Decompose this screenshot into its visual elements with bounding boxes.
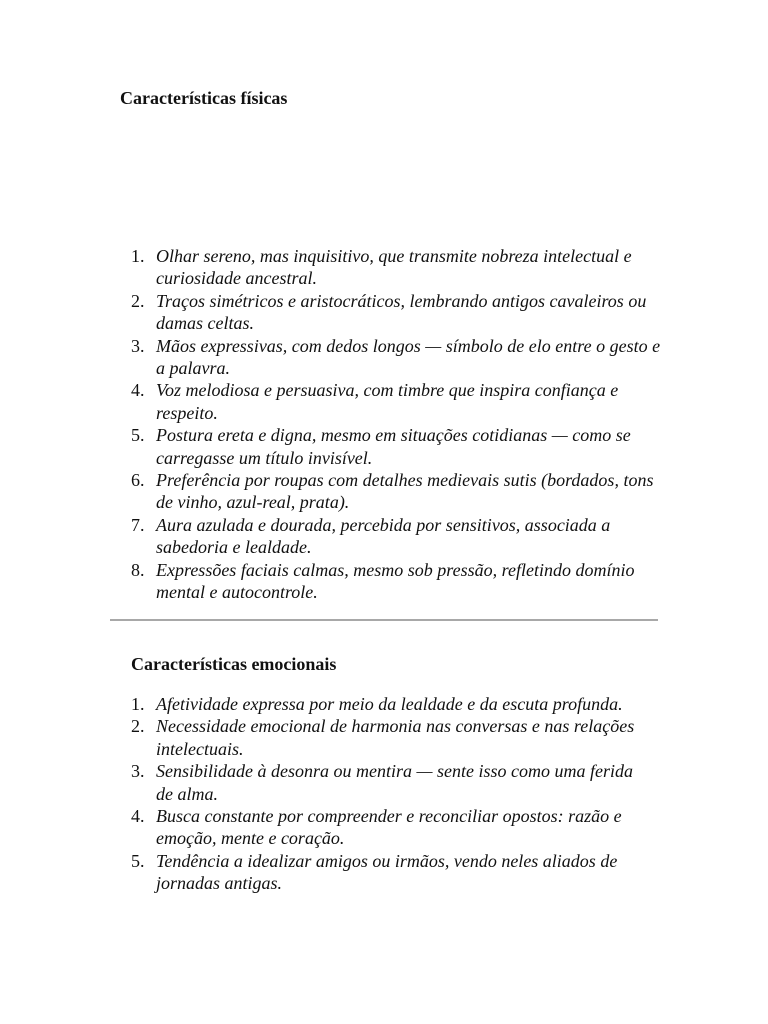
list-item <box>131 514 671 559</box>
item-number: 3. <box>131 335 145 356</box>
item-number: 7. <box>131 514 145 535</box>
item-number: 3. <box>131 761 145 782</box>
list-item <box>131 245 671 290</box>
list-item <box>131 335 671 380</box>
emotional-traits-list <box>131 693 651 895</box>
list-item <box>131 379 671 424</box>
item-text: Mãos expressivas, com dedos longos — símbolo de elo entre o gesto e a palavra. <box>156 335 661 379</box>
section-divider <box>110 619 658 621</box>
section-title-physical: Características físicas <box>120 88 288 108</box>
item-number: 6. <box>131 470 145 491</box>
item-number: 4. <box>131 380 145 401</box>
item-number: 2. <box>131 290 145 311</box>
item-text: Voz melodiosa e persuasiva, com timbre que inspira confiança e respeito. <box>156 380 619 423</box>
item-text: Traços simétricos e aristocráticos, lembrando antigos cavaleiros ou damas celtas. <box>156 290 647 334</box>
item-text: Preferência por roupas com detalhes medievais sutis (bordados, tons de vinho, azul-real, prata). <box>156 470 654 513</box>
item-number: 5. <box>131 425 145 446</box>
list-item <box>131 469 671 514</box>
item-text: Aura azulada e dourada, percebida por sensitivos, associada a sabedoria e lealdade. <box>156 514 611 558</box>
item-number: 8. <box>131 559 145 580</box>
item-text: Sensibilidade à desonra ou mentira — sente isso como uma ferida de alma. <box>156 761 633 804</box>
list-item <box>131 559 671 604</box>
item-number: 1. <box>131 694 145 714</box>
item-text: Busca constante por compreender e reconciliar opostos: razão e emoção, mente e coração. <box>156 806 622 849</box>
list-item <box>131 715 651 760</box>
list-item <box>131 805 651 850</box>
item-text: Necessidade emocional de harmonia nas conversas e nas relações intelectuais. <box>156 716 635 759</box>
item-text: Postura ereta e digna, mesmo em situações cotidianas — como se carregasse um título invisível. <box>156 425 631 468</box>
list-item <box>131 760 651 805</box>
item-text: Tendência a idealizar amigos ou irmãos, vendo neles aliados de jornadas antigas. <box>156 850 618 894</box>
item-text: Expressões faciais calmas, mesmo sob pressão, refletindo domínio mental e autocontrole. <box>156 559 635 603</box>
list-item <box>131 850 651 895</box>
physical-traits-list <box>131 245 671 604</box>
list-item <box>131 290 671 335</box>
item-number: 5. <box>131 850 145 871</box>
list-item <box>131 693 651 715</box>
item-text: Afetividade expressa por meio da lealdade e da escuta profunda. <box>156 694 623 714</box>
section-title-emotional: Características emocionais <box>131 654 337 674</box>
item-number: 4. <box>131 806 145 827</box>
item-text: Olhar sereno, mas inquisitivo, que transmite nobreza intelectual e curiosidade ancestral. <box>156 246 632 289</box>
item-number: 2. <box>131 716 145 737</box>
item-number: 1. <box>131 246 145 266</box>
list-item <box>131 424 671 469</box>
